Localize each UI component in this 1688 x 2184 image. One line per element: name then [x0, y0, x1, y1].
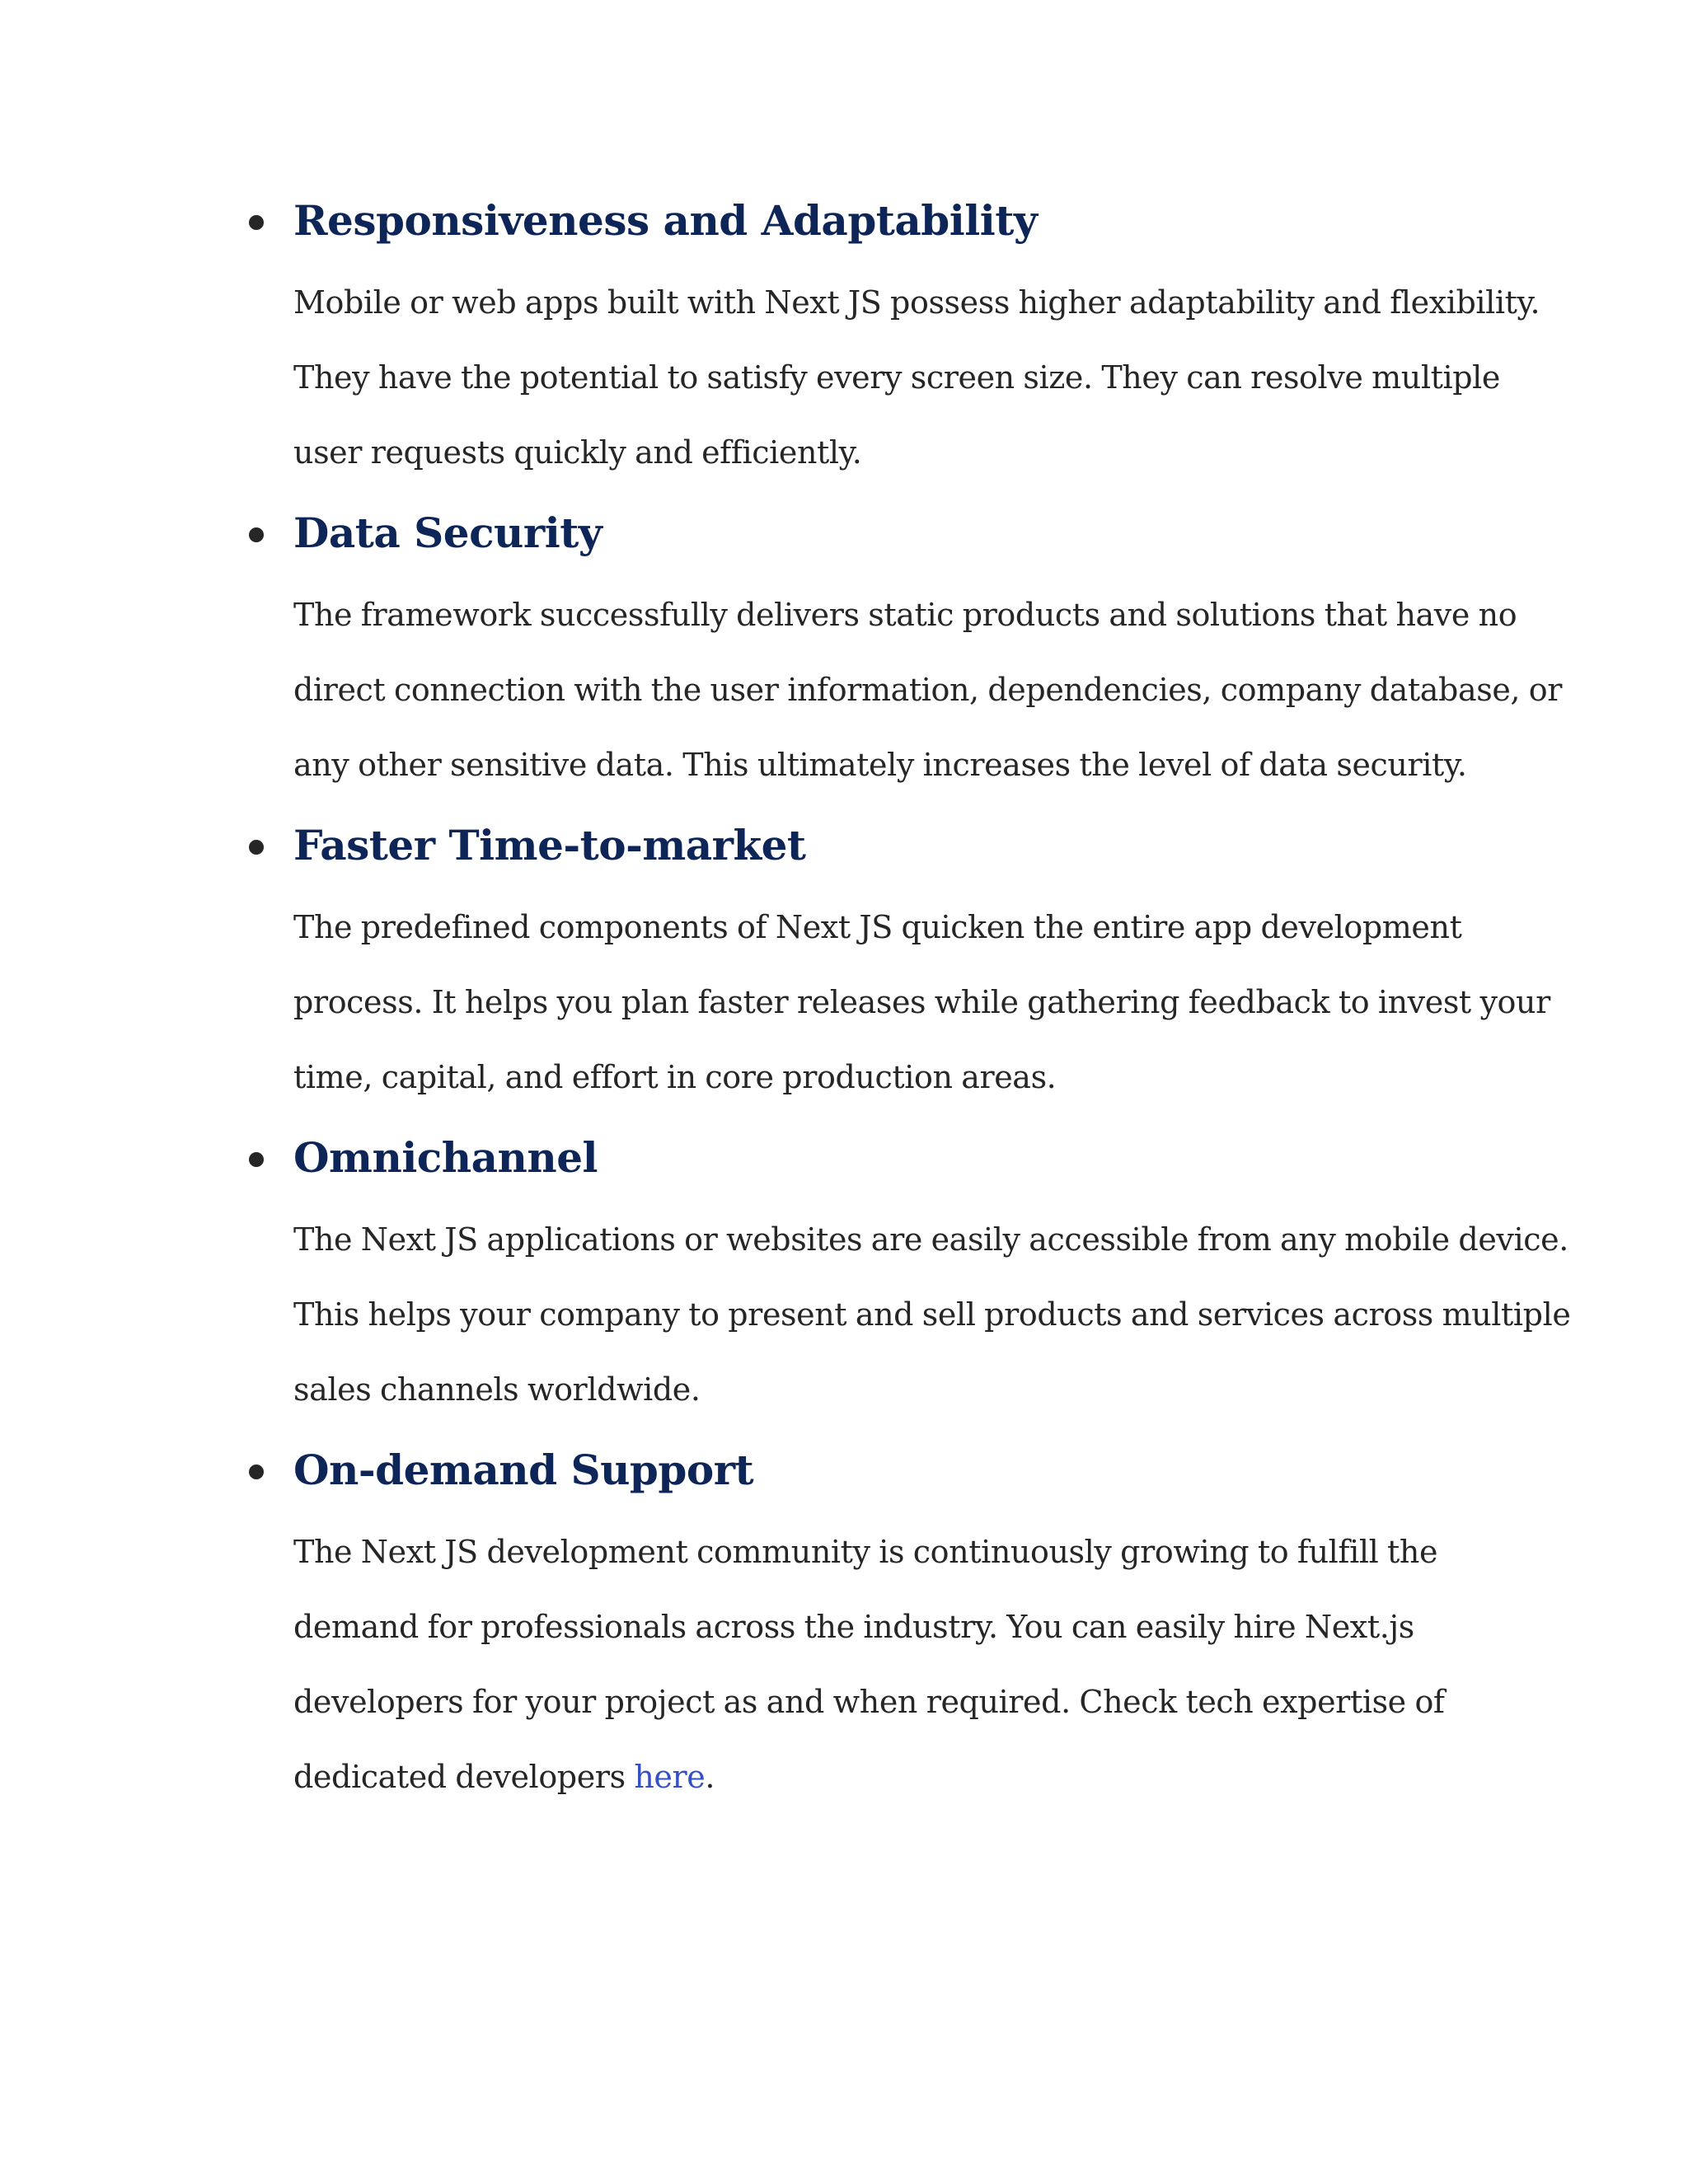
body-line: The Next JS development community is continuously growing to fulfill the: [293, 1534, 1438, 1570]
feature-item-responsiveness: [293, 188, 1540, 490]
feature-item-data-security: [293, 500, 1563, 803]
last-line-suffix: .: [705, 1759, 715, 1795]
feature-body: [293, 1202, 1571, 1427]
feature-heading: Omnichannel: [293, 1133, 598, 1182]
body-line: user requests quickly and efficiently.: [293, 434, 862, 471]
feature-heading: Faster Time-to-market: [293, 821, 806, 869]
feature-body: [293, 890, 1550, 1115]
body-line: time, capital, and effort in core production areas.: [293, 1059, 1057, 1095]
bullet-icon: [249, 215, 264, 230]
feature-item-on-demand-support: [293, 1437, 1489, 1815]
bullet-icon: [249, 1465, 264, 1479]
last-line-prefix: dedicated developers: [293, 1759, 635, 1795]
feature-item-faster-time-to-market: [293, 813, 1550, 1115]
body-line-with-link: [293, 1740, 1489, 1815]
body-line: direct connection with the user information, dependencies, company database, or: [293, 672, 1563, 708]
feature-heading: Responsiveness and Adaptability: [293, 196, 1038, 245]
bullet-icon: [249, 1152, 264, 1167]
body-line: They have the potential to satisfy every screen size. They can resolve multiple: [293, 359, 1500, 396]
bullet-icon: [249, 527, 264, 542]
body-line: process. It helps you plan faster releases while gathering feedback to invest your: [293, 984, 1550, 1020]
feature-list: [293, 188, 1571, 1825]
body-line: This helps your company to present and sell products and services across multiple: [293, 1296, 1571, 1333]
body-line: developers for your project as and when required. Check tech expertise of: [293, 1684, 1445, 1720]
feature-heading: Data Security: [293, 509, 603, 557]
feature-body: [293, 1515, 1489, 1815]
feature-body: [293, 578, 1563, 803]
body-line: sales channels worldwide.: [293, 1371, 701, 1408]
body-line: any other sensitive data. This ultimately increases the level of data security.: [293, 747, 1467, 783]
body-line: The predefined components of Next JS quicken the entire app development: [293, 909, 1462, 945]
body-line: The framework successfully delivers static products and solutions that have no: [293, 597, 1517, 633]
bullet-icon: [249, 840, 264, 855]
body-line: Mobile or web apps built with Next JS possess higher adaptability and flexibility.: [293, 284, 1540, 321]
body-line: The Next JS applications or websites are easily accessible from any mobile device.: [293, 1221, 1568, 1258]
feature-heading: On-demand Support: [293, 1446, 754, 1494]
body-line: demand for professionals across the industry. You can easily hire Next.js: [293, 1609, 1414, 1645]
feature-body: [293, 265, 1540, 490]
here-link[interactable]: here: [634, 1759, 706, 1795]
feature-item-omnichannel: [293, 1125, 1571, 1427]
